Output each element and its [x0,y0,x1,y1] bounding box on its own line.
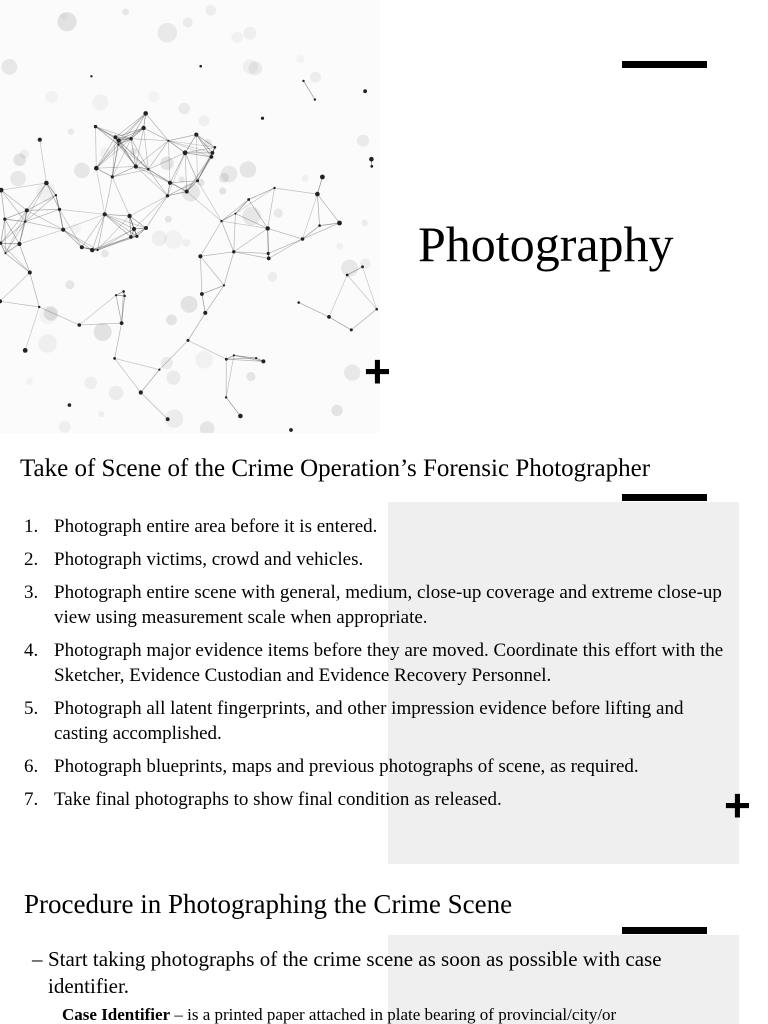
term-definition: – is a printed paper attached in plate bearing of provincial/city/or [170,1005,617,1024]
item-text: Photograph entire area before it is entered. [54,516,378,537]
list-item [20,514,736,539]
bullet-marker: – [32,947,43,971]
term-label: Case Identifier [62,1005,171,1024]
list-item [20,580,736,630]
title-slide [0,0,768,433]
slide-heading: Take of Scene of the Crime Operation’s Forensic Photographer [20,455,651,482]
decorative-dash [622,927,707,934]
list-item [20,696,736,746]
network-background-image [0,0,380,433]
list-item [20,547,736,572]
item-number: 7. [24,789,39,810]
item-number: 1. [24,516,39,537]
slide-heading: Procedure in Photographing the Crime Scene [24,889,513,919]
slide-title: Photography [418,216,674,272]
bullet-item [32,946,682,1000]
procedure-slide [0,876,768,1024]
item-text: Photograph entire scene with general, medium, close-up coverage and extreme close-up view using measurement scale when appropriate. [54,582,722,628]
list-item [20,787,736,812]
item-text: Take final photographs to show final condition as released. [54,789,502,810]
list-item [20,638,736,688]
item-number: 4. [24,640,39,661]
list-item [20,754,736,779]
item-number: 5. [24,698,39,719]
item-number: 2. [24,549,39,570]
item-text: Photograph major evidence items before they are moved. Coordinate this effort with the Sketcher, Evidence Custodian and Evidence Recovery Personnel. [54,640,724,686]
bullet-text: Start taking photographs of the crime scene as soon as possible with case identifier. [48,947,662,998]
plus-icon: + [364,345,391,397]
item-text: Photograph blueprints, maps and previous photographs of scene, as required. [54,756,639,777]
item-number: 3. [24,582,39,603]
plus-icon: + [724,779,751,831]
photographer-duties-slide [0,438,768,870]
steps-list [20,514,736,820]
sub-bullet [62,1004,742,1024]
decorative-dash [622,61,707,68]
item-number: 6. [24,756,39,777]
item-text: Photograph all latent fingerprints, and other impression evidence before lifting and casting accomplished. [54,698,684,744]
item-text: Photograph victims, crowd and vehicles. [54,549,364,570]
decorative-dash [622,494,707,501]
